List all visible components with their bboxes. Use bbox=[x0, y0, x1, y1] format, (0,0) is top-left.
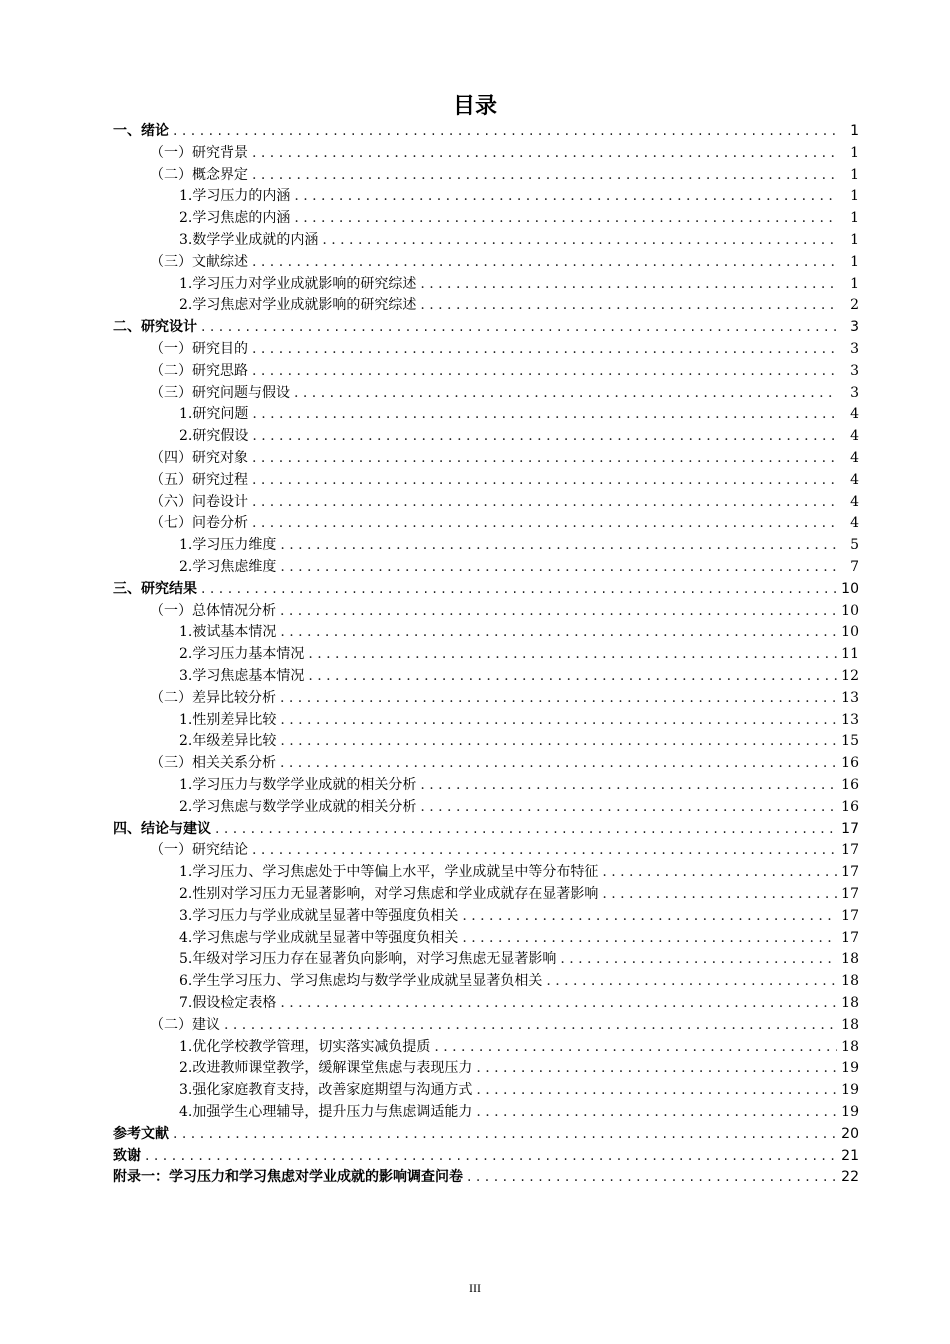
toc-dot-leader bbox=[252, 840, 837, 862]
toc-entry-label: 2.改进教师课堂教学，缓解课堂焦虑与表现压力 bbox=[179, 1060, 473, 1077]
toc-entry-page: 3 bbox=[850, 384, 859, 401]
toc-entry-page: 13 bbox=[841, 711, 859, 728]
toc-entry[interactable] bbox=[179, 186, 859, 208]
toc-entry-page: 15 bbox=[841, 733, 859, 750]
toc-entry-page: 12 bbox=[841, 668, 859, 684]
toc-entry-page: 16 bbox=[841, 755, 859, 772]
toc-entry-page: 17 bbox=[841, 864, 859, 881]
toc-dot-leader bbox=[294, 186, 837, 208]
toc-entry-page: 18 bbox=[841, 1038, 859, 1055]
toc-entry-label: （四）研究对象 bbox=[150, 450, 248, 466]
toc-entry-page: 16 bbox=[841, 798, 859, 815]
toc-entry[interactable] bbox=[113, 579, 859, 601]
toc-entry[interactable] bbox=[179, 274, 859, 296]
toc-entry[interactable] bbox=[150, 470, 859, 492]
toc-entry-page: 10 bbox=[841, 624, 859, 641]
toc-entry-label: 三、研究结果 bbox=[113, 580, 197, 597]
toc-entry-label: 1.学习压力维度 bbox=[179, 537, 277, 554]
toc-entry[interactable] bbox=[179, 426, 859, 448]
toc-entry[interactable] bbox=[179, 862, 859, 884]
toc-entry[interactable] bbox=[113, 121, 859, 143]
toc-entry-page: 4 bbox=[850, 493, 859, 510]
toc-dot-leader bbox=[252, 448, 837, 470]
toc-entry-label: （二）概念界定 bbox=[150, 166, 248, 183]
toc-dot-leader bbox=[294, 208, 837, 230]
toc-dot-leader bbox=[420, 775, 837, 797]
toc-entry-page: 18 bbox=[841, 973, 859, 990]
toc-entry-label: 1.学习压力、学习焦虑处于中等偏上水平，学业成就呈中等分布特征 bbox=[179, 864, 599, 881]
toc-dot-leader bbox=[173, 1124, 837, 1146]
toc-entry[interactable] bbox=[179, 208, 859, 230]
toc-dot-leader bbox=[467, 1167, 837, 1189]
toc-entry[interactable] bbox=[150, 252, 859, 274]
toc-dot-leader bbox=[420, 295, 837, 317]
toc-entry-page: 22 bbox=[841, 1169, 859, 1186]
toc-dot-leader bbox=[476, 1102, 837, 1124]
toc-entry-label: 1.优化学校教学管理，切实落实减负提质 bbox=[179, 1038, 431, 1055]
toc-entry[interactable] bbox=[179, 906, 859, 928]
toc-entry-page: 18 bbox=[841, 995, 859, 1011]
toc-dot-leader bbox=[252, 143, 837, 165]
toc-entry[interactable] bbox=[150, 513, 859, 535]
toc-entry-page: 5 bbox=[850, 537, 859, 554]
toc-entry-label: 2.研究假设 bbox=[179, 428, 249, 445]
toc-entry-page: 10 bbox=[841, 602, 859, 619]
toc-entry[interactable] bbox=[113, 1124, 859, 1146]
toc-entry-page: 2 bbox=[850, 297, 859, 314]
toc-entry-page: 1 bbox=[850, 275, 859, 292]
toc-dot-leader bbox=[476, 1080, 837, 1102]
toc-dot-leader bbox=[420, 274, 837, 296]
toc-entry-page: 1 bbox=[850, 253, 859, 270]
toc-entry-label: 1.性别差异比较 bbox=[179, 711, 277, 728]
toc-dot-leader bbox=[252, 165, 837, 187]
toc-entry-label: 一、绪论 bbox=[113, 123, 169, 139]
toc-dot-leader bbox=[252, 426, 837, 448]
toc-entry-label: 1.研究问题 bbox=[179, 406, 249, 423]
toc-entry-label: 4.加强学生心理辅导，提升压力与焦虑调适能力 bbox=[179, 1104, 473, 1120]
toc-entry-label: 2.年级差异比较 bbox=[179, 733, 277, 750]
toc-entry-page: 19 bbox=[841, 1060, 859, 1077]
toc-entry-page: 19 bbox=[841, 1082, 859, 1099]
toc-entry-label: （二）建议 bbox=[150, 1016, 220, 1033]
toc-entry-label: 3.学习压力与学业成就呈显著中等强度负相关 bbox=[179, 907, 459, 924]
toc-entry-label: 5.年级对学习压力存在显著负向影响，对学习焦虑无显著影响 bbox=[179, 951, 557, 968]
toc-dot-leader bbox=[434, 1037, 837, 1059]
toc-dot-leader bbox=[280, 557, 837, 579]
toc-entry-page: 1 bbox=[850, 188, 859, 205]
toc-dot-leader bbox=[280, 710, 837, 732]
toc-entry[interactable] bbox=[179, 993, 859, 1015]
toc-dot-leader bbox=[252, 492, 837, 514]
toc-entry-page: 21 bbox=[841, 1147, 859, 1164]
toc-entry-page: 13 bbox=[841, 689, 859, 706]
toc-entry[interactable] bbox=[179, 731, 859, 753]
toc-entry-label: （六）问卷设计 bbox=[150, 493, 248, 510]
toc-entry-page: 18 bbox=[841, 951, 859, 968]
toc-dot-leader bbox=[294, 383, 837, 405]
toc-entry-page: 1 bbox=[850, 210, 859, 227]
toc-entry-page: 17 bbox=[841, 929, 859, 946]
toc-entry[interactable] bbox=[179, 1080, 859, 1102]
toc-entry-page: 16 bbox=[841, 777, 859, 793]
toc-entry-page: 3 bbox=[850, 341, 859, 357]
toc-entry[interactable] bbox=[179, 666, 859, 688]
toc-entry-page: 4 bbox=[850, 471, 859, 488]
toc-entry[interactable] bbox=[179, 1037, 859, 1059]
toc-entry-page: 3 bbox=[850, 319, 859, 336]
toc-dot-leader bbox=[280, 731, 837, 753]
toc-entry-label: 4.学习焦虑与学业成就呈显著中等强度负相关 bbox=[179, 929, 459, 946]
toc-entry-label: 二、研究设计 bbox=[113, 319, 197, 336]
toc-dot-leader bbox=[420, 797, 837, 819]
toc-entry-label: 致谢 bbox=[113, 1147, 141, 1164]
toc-entry[interactable] bbox=[179, 775, 859, 797]
toc-entry[interactable] bbox=[150, 383, 859, 405]
toc-entry[interactable] bbox=[179, 295, 859, 317]
toc-entry-page: 10 bbox=[841, 580, 859, 597]
toc-entry-label: （三）研究问题与假设 bbox=[150, 384, 290, 401]
toc-entry[interactable] bbox=[150, 753, 859, 775]
toc-dot-leader bbox=[173, 121, 837, 143]
toc-dot-leader bbox=[252, 361, 837, 383]
toc-entry-label: 参考文献 bbox=[113, 1125, 169, 1142]
toc-entry[interactable] bbox=[179, 535, 859, 557]
toc-entry[interactable] bbox=[150, 601, 859, 623]
toc-entry-label: 7.假设检定表格 bbox=[179, 995, 277, 1011]
toc-dot-leader bbox=[224, 1015, 837, 1037]
toc-entry-page: 1 bbox=[850, 123, 859, 139]
toc-entry-label: （五）研究过程 bbox=[150, 471, 248, 488]
toc-dot-leader bbox=[546, 971, 837, 993]
toc-dot-leader bbox=[308, 666, 837, 688]
toc-entry[interactable] bbox=[150, 339, 859, 361]
toc-entry-label: （三）相关关系分析 bbox=[150, 755, 276, 772]
toc-entry-page: 4 bbox=[850, 515, 859, 532]
toc-dot-leader bbox=[280, 993, 837, 1015]
toc-entry-page: 11 bbox=[841, 646, 859, 663]
toc-entry[interactable] bbox=[150, 165, 859, 187]
toc-dot-leader bbox=[308, 644, 837, 666]
toc-entry[interactable] bbox=[179, 557, 859, 579]
toc-entry-label: 1.被试基本情况 bbox=[179, 624, 277, 641]
toc-entry-page: 18 bbox=[841, 1016, 859, 1033]
toc-dot-leader bbox=[201, 317, 837, 339]
toc-dot-leader bbox=[280, 535, 837, 557]
toc-dot-leader bbox=[462, 928, 837, 950]
toc-entry[interactable] bbox=[179, 797, 859, 819]
toc-entry-label: 1.学习压力与数学学业成就的相关分析 bbox=[179, 777, 417, 793]
toc-entry-page: 1 bbox=[850, 232, 859, 248]
toc-entry[interactable] bbox=[179, 971, 859, 993]
toc-entry-page: 19 bbox=[841, 1104, 859, 1120]
toc-dot-leader bbox=[280, 622, 837, 644]
toc-entry-page: 4 bbox=[850, 428, 859, 445]
toc-entry-label: （一）总体情况分析 bbox=[150, 602, 276, 619]
toc-entry-page: 7 bbox=[850, 559, 859, 575]
toc-entry[interactable] bbox=[150, 688, 859, 710]
toc-entry[interactable] bbox=[150, 143, 859, 165]
toc-title: 目录 bbox=[452, 94, 497, 119]
toc-dot-leader bbox=[252, 252, 837, 274]
toc-entry-page: 1 bbox=[850, 144, 859, 161]
toc-dot-leader bbox=[602, 862, 837, 884]
toc-dot-leader bbox=[215, 819, 837, 841]
toc-entry[interactable] bbox=[179, 884, 859, 906]
toc-entry-page: 4 bbox=[850, 406, 859, 423]
toc-entry[interactable] bbox=[179, 404, 859, 426]
toc-entry[interactable] bbox=[113, 1167, 859, 1189]
toc-entry-label: （七）问卷分析 bbox=[150, 515, 248, 532]
toc-entry-page: 17 bbox=[841, 886, 859, 902]
toc-entry-page: 20 bbox=[841, 1125, 859, 1142]
toc-dot-leader bbox=[602, 884, 837, 906]
toc-entry[interactable] bbox=[113, 819, 859, 841]
toc-entry-label: （一）研究背景 bbox=[150, 144, 248, 161]
page-number: III bbox=[469, 1281, 481, 1295]
toc-entry-label: 2.学习压力基本情况 bbox=[179, 646, 305, 663]
toc-dot-leader bbox=[280, 753, 837, 775]
toc-entry[interactable] bbox=[179, 928, 859, 950]
toc-entry-page: 17 bbox=[841, 907, 859, 924]
toc-entry[interactable] bbox=[150, 1015, 859, 1037]
toc-entry-label: （一）研究目的 bbox=[150, 341, 248, 357]
toc-entry[interactable] bbox=[179, 622, 859, 644]
toc-entry[interactable] bbox=[179, 230, 859, 252]
toc-entry-label: 3.强化家庭教育支持，改善家庭期望与沟通方式 bbox=[179, 1082, 473, 1099]
toc-entry[interactable] bbox=[150, 361, 859, 383]
toc-entry[interactable] bbox=[179, 644, 859, 666]
toc-dot-leader bbox=[252, 470, 837, 492]
toc-entry-label: 6.学生学习压力、学习焦虑均与数学学业成就呈显著负相关 bbox=[179, 973, 543, 990]
toc-entry-page: 3 bbox=[850, 362, 859, 379]
toc-entry-label: 2.学习焦虑的内涵 bbox=[179, 210, 291, 227]
toc-entry[interactable] bbox=[150, 492, 859, 514]
toc-entry[interactable] bbox=[113, 317, 859, 339]
toc-dot-leader bbox=[280, 601, 837, 623]
toc-entry-page: 17 bbox=[841, 842, 859, 859]
toc-entry-label: （二）差异比较分析 bbox=[150, 689, 276, 706]
toc-entry[interactable] bbox=[179, 1058, 859, 1080]
toc-entry[interactable] bbox=[150, 840, 859, 862]
toc-entry[interactable] bbox=[179, 949, 859, 971]
toc-entry-label: 四、结论与建议 bbox=[113, 820, 211, 837]
toc-entry-label: （一）研究结论 bbox=[150, 842, 248, 859]
toc-dot-leader bbox=[252, 339, 837, 361]
toc-entry[interactable] bbox=[179, 710, 859, 732]
toc-entry-label: 1.学习压力对学业成就影响的研究综述 bbox=[179, 275, 417, 292]
toc-entry-label: 2.学习焦虑对学业成就影响的研究综述 bbox=[179, 297, 417, 314]
toc-entry[interactable] bbox=[150, 448, 859, 470]
toc-entry[interactable] bbox=[113, 1146, 859, 1168]
toc-entry-label: （二）研究思路 bbox=[150, 362, 248, 379]
toc-entry-page: 1 bbox=[850, 166, 859, 183]
toc-dot-leader bbox=[322, 230, 837, 252]
toc-dot-leader bbox=[252, 404, 837, 426]
toc-entry-label: 3.学习焦虑基本情况 bbox=[179, 668, 305, 684]
toc-entry-page: 4 bbox=[850, 450, 859, 466]
toc-entry-label: （三）文献综述 bbox=[150, 253, 248, 270]
toc-dot-leader bbox=[462, 906, 837, 928]
toc-dot-leader bbox=[145, 1146, 837, 1168]
toc-dot-leader bbox=[280, 688, 837, 710]
toc-entry[interactable] bbox=[179, 1102, 859, 1124]
toc-entry-label: 2.学习焦虑与数学学业成就的相关分析 bbox=[179, 798, 417, 815]
toc-entry-page: 17 bbox=[841, 820, 859, 837]
toc-entry-label: 3.数学学业成就的内涵 bbox=[179, 232, 319, 248]
toc-entry-label: 1.学习压力的内涵 bbox=[179, 188, 291, 205]
toc-entry-label: 2.性别对学习压力无显著影响，对学习焦虑和学业成就存在显著影响 bbox=[179, 886, 599, 902]
toc-dot-leader bbox=[560, 949, 837, 971]
toc-entry-label: 附录一：学习压力和学习焦虑对学业成就的影响调查问卷 bbox=[113, 1169, 463, 1186]
toc-dot-leader bbox=[476, 1058, 837, 1080]
toc-dot-leader bbox=[252, 513, 837, 535]
toc-dot-leader bbox=[201, 579, 837, 601]
toc-entry-label: 2.学习焦虑维度 bbox=[179, 559, 277, 575]
